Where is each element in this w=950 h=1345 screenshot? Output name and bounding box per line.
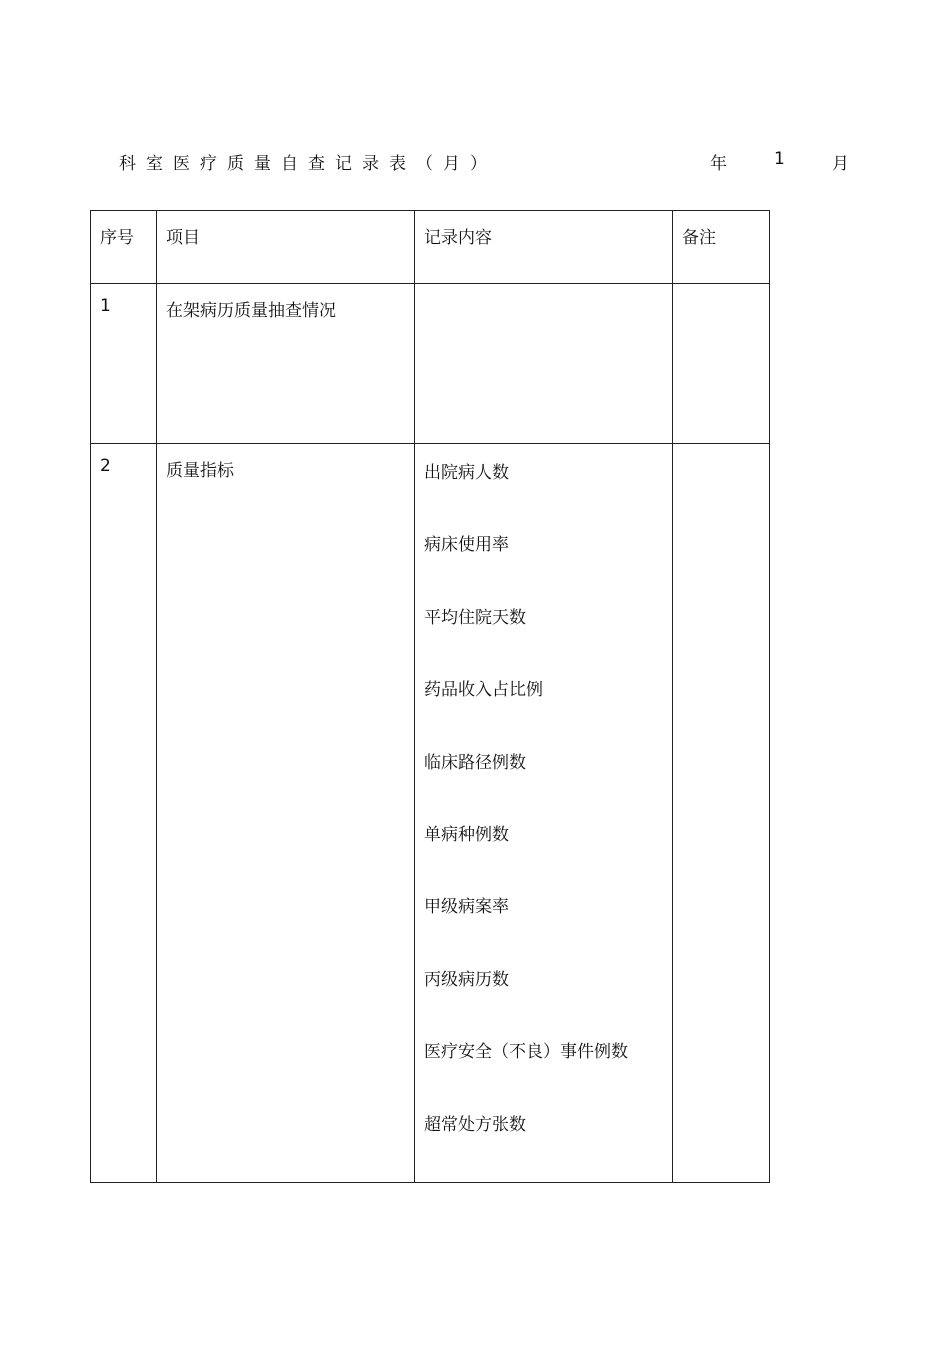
page-title: 科室医疗质量自查记录表（月） (119, 154, 497, 174)
cell-item: 在架病历质量抽查情况 (157, 284, 415, 444)
cell-item: 质量指标 (157, 444, 415, 1183)
table-row (91, 284, 770, 444)
cell-seq: 2 (91, 444, 157, 1183)
list-item: 药品收入占比例 (424, 680, 543, 701)
cell-content[interactable] (415, 284, 673, 444)
date-year-label: 年 (710, 154, 727, 174)
list-item: 甲级病案率 (424, 897, 509, 918)
quality-metric-list (415, 444, 672, 1182)
record-table (90, 210, 770, 1183)
date-month-value: 1 (774, 149, 785, 169)
cell-seq: 1 (91, 284, 157, 444)
column-header-content: 记录内容 (415, 211, 673, 284)
list-item: 丙级病历数 (424, 969, 509, 990)
cell-content (415, 444, 673, 1183)
column-header-seq: 序号 (91, 211, 157, 284)
list-item: 临床路径例数 (424, 752, 526, 773)
list-item: 平均住院天数 (424, 607, 526, 628)
list-item: 病床使用率 (424, 535, 509, 556)
list-item: 单病种例数 (424, 824, 509, 845)
table-row (91, 444, 770, 1183)
table-header-row (91, 211, 770, 284)
date-month-label: 月 (832, 154, 849, 174)
list-item: 出院病人数 (424, 463, 509, 483)
column-header-item: 项目 (157, 211, 415, 284)
list-item: 医疗安全（不良）事件例数 (424, 1042, 628, 1063)
cell-note[interactable] (673, 284, 770, 444)
list-item: 超常处方张数 (424, 1114, 526, 1135)
cell-note[interactable] (673, 444, 770, 1183)
column-header-note: 备注 (673, 211, 770, 284)
